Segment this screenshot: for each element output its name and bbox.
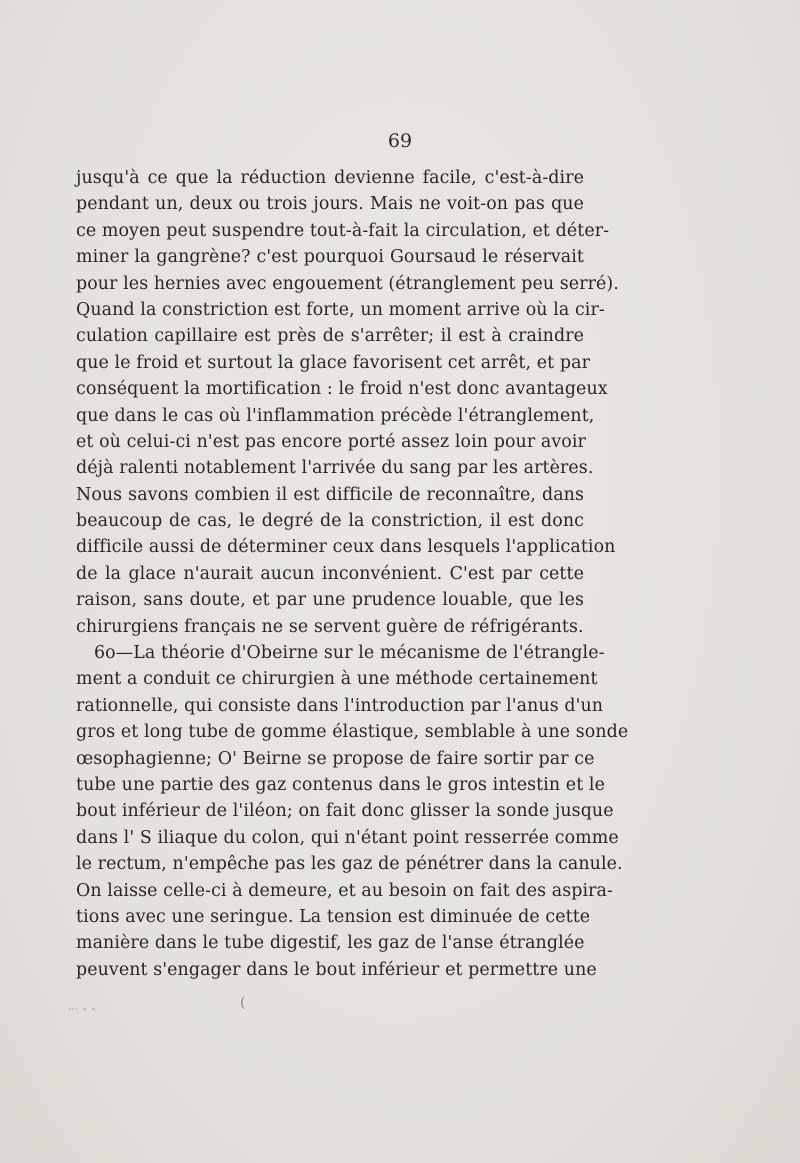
text-line: déjà ralenti notablement l'arrivée du sang par les artères.: [76, 458, 594, 479]
text-line: peuvent s'engager dans le bout inférieur et permettre une: [76, 959, 597, 980]
text-line: pour les hernies avec engouement (étranglement peu serré).: [76, 273, 619, 294]
text-line: tions avec une seringue. La tension est diminuée de cette: [76, 906, 591, 927]
text-line: Nous savons combien il est difficile de reconnaître, dans: [76, 484, 584, 505]
text-line: que le froid et surtout la glace favorisent cet arrêt, et par: [76, 352, 590, 373]
text-line: conséquent la mortification : le froid n'est donc avantageux: [76, 379, 608, 400]
text-line: Quand la constriction est forte, un moment arrive où la cir-: [76, 299, 605, 320]
text-line: de la glace n'aurait aucun inconvénient. C'est par cette: [76, 563, 584, 584]
text-line: ce moyen peut suspendre tout-à-fait la circulation, et déter-: [76, 220, 610, 241]
text-line: 6o—La théorie d'Obeirne sur le mécanisme de l'étrangle-: [94, 643, 605, 664]
text-line: que dans le cas où l'inflammation précède l'étranglement,: [76, 405, 595, 426]
text-line: jusqu'à ce que la réduction devienne facile, c'est-à-dire: [76, 168, 584, 188]
text-line: rationnelle, qui consiste dans l'introduction par l'anus d'un: [76, 695, 604, 716]
text-line: pendant un, deux ou trois jours. Mais ne voit-on pas que: [76, 194, 584, 215]
text-line: manière dans le tube digestif, les gaz de l'anse étranglée: [76, 933, 585, 954]
footer-tick-mark: (: [240, 995, 246, 1011]
text-line: bout inférieur de l'iléon; on fait donc glisser la sonde jusque: [76, 801, 614, 822]
text-line: culation capillaire est près de s'arrêter; il est à craindre: [76, 326, 584, 347]
footer-smudge: ⋯ ‐ ‐: [68, 1004, 97, 1015]
text-line: miner la gangrène? c'est pourquoi Goursaud le réservait: [76, 247, 584, 268]
text-line: œsophagienne; O' Beirne se propose de faire sortir par ce: [76, 748, 595, 769]
text-line: et où celui-ci n'est pas encore porté assez loin pour avoir: [76, 431, 586, 452]
text-line: gros et long tube de gomme élastique, semblable à une sonde: [76, 722, 629, 743]
text-line: raison, sans doute, et par une prudence louable, que les: [76, 590, 584, 611]
body-text: [76, 165, 629, 983]
text-line: beaucoup de cas, le degré de la constriction, il est donc: [76, 511, 584, 532]
text-line: le rectum, n'empêche pas les gaz de pénétrer dans la canule.: [76, 854, 623, 875]
text-line: On laisse celle-ci à demeure, et au besoin on fait des aspira-: [76, 880, 613, 901]
page-number: 69: [387, 130, 413, 152]
text-line: ment a conduit ce chirurgien à une méthode certainement: [76, 669, 598, 690]
text-line: chirurgiens français ne se servent guère de réfrigérants.: [76, 616, 584, 637]
text-line: tube une partie des gaz contenus dans le gros intestin et le: [76, 774, 605, 795]
text-line: difficile aussi de déterminer ceux dans lesquels l'application: [76, 537, 616, 558]
text-line: dans l' S iliaque du colon, qui n'étant point resserrée comme: [76, 827, 619, 848]
